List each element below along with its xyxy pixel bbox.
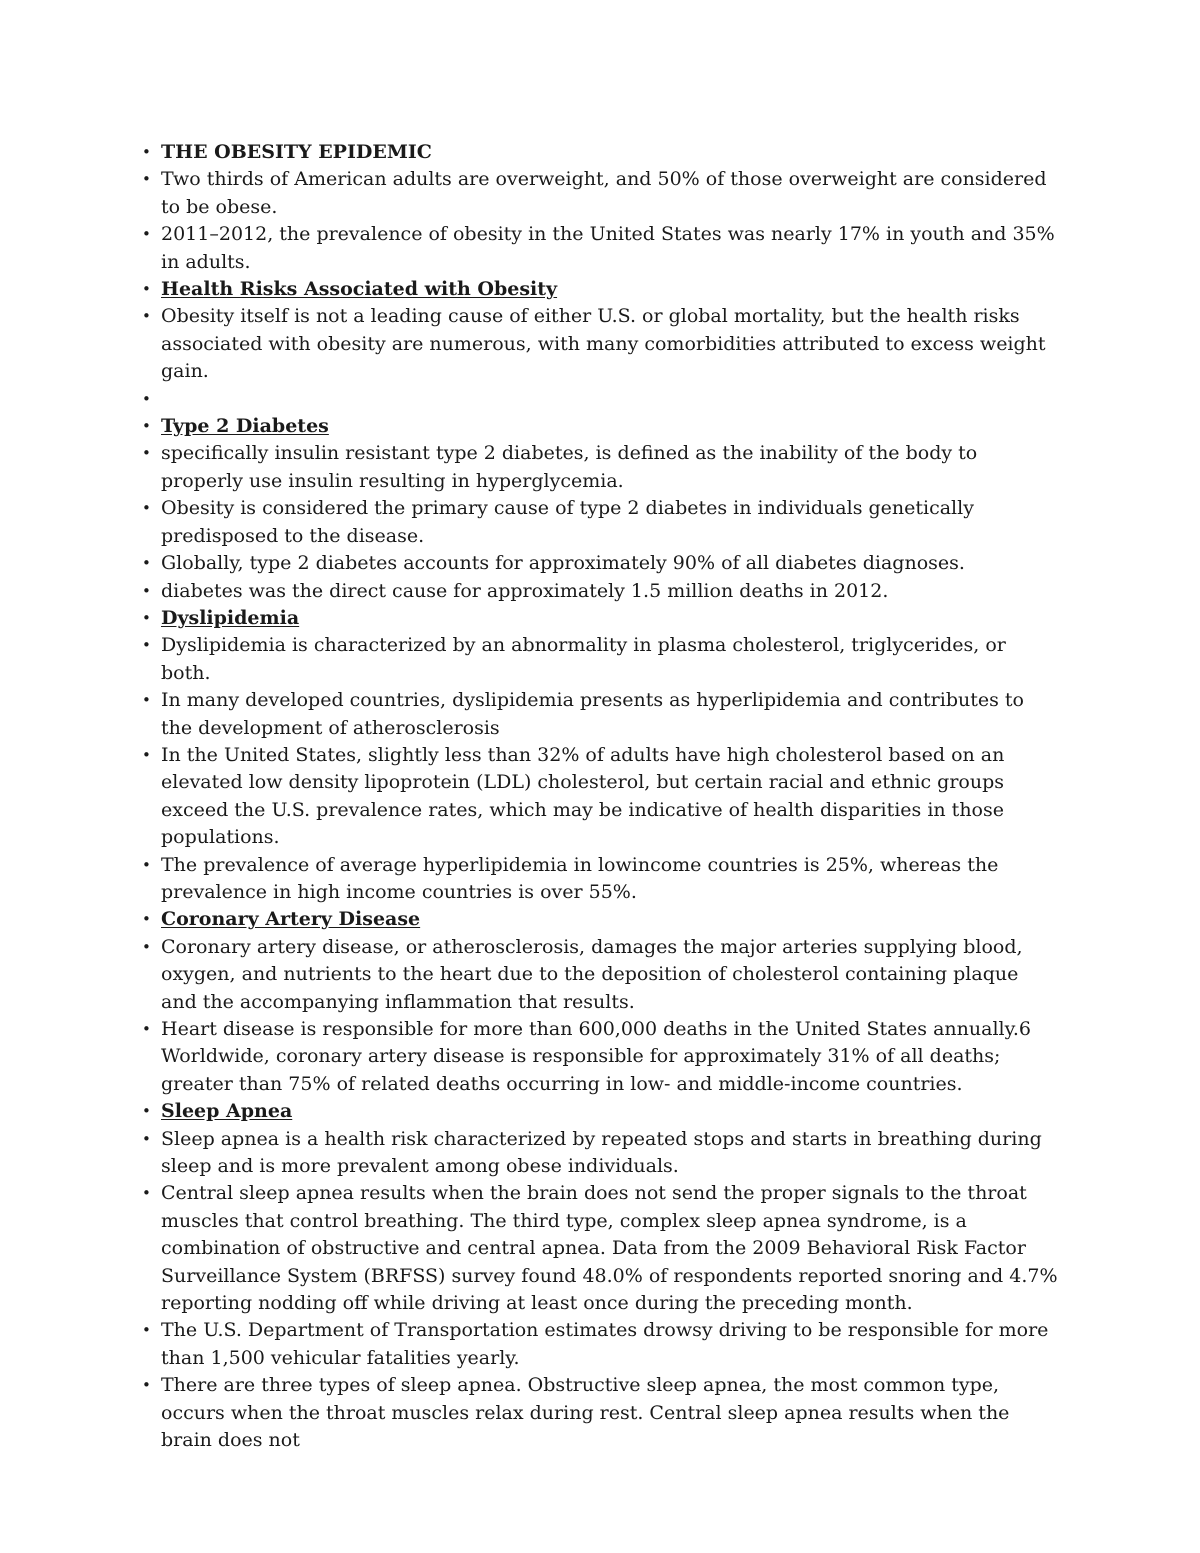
list-item: [140, 1180, 1060, 1317]
list-item: [140, 221, 1060, 276]
item-text: Central sleep apnea results when the brain does not send the proper signals to the throat muscles that control breathing. The third type, complex sleep apnea syndrome, is a combination of obstructive and central apnea. Data from the 2009 Behavioral Risk Factor Surveillance System (BRFSS) survey found 48.0% of respondents reported snoring and 4.7% reporting nodding off while driving at least once during the preceding month.: [161, 1182, 1058, 1315]
bullet-list: [140, 139, 1060, 1455]
section-heading: [140, 276, 1060, 303]
list-item: [140, 632, 1060, 687]
section-heading: [140, 906, 1060, 933]
bullet-icon: •: [142, 143, 151, 161]
bullet-icon: •: [142, 636, 151, 655]
bullet-icon: •: [142, 307, 151, 326]
list-item: [140, 934, 1060, 1016]
item-text: Dyslipidemia is characterized by an abnormality in plasma cholesterol, triglycerides, or both.: [161, 634, 1006, 684]
list-item: [140, 852, 1060, 907]
item-text: Heart disease is responsible for more than 600,000 deaths in the United States annually.6 Worldwide, coronary artery disease is responsible for approximately 31% of all deaths; greater than 75% of related deaths occurring in low- and middle-income countries.: [161, 1018, 1031, 1095]
heading-text: Dyslipidemia: [161, 606, 300, 629]
section-heading: [140, 139, 1060, 166]
bullet-icon: •: [142, 1129, 151, 1148]
bullet-icon: •: [142, 581, 151, 600]
section-heading: [140, 605, 1060, 632]
list-item: [140, 742, 1060, 852]
bullet-icon: •: [142, 389, 151, 408]
bullet-icon: •: [142, 1102, 151, 1121]
heading-text: Type 2 Diabetes: [161, 415, 329, 438]
item-text: Coronary artery disease, or atherosclerosis, damages the major arteries supplying blood, oxygen, and nutrients to the heart due to the deposition of cholesterol containing plaque and the accompanying inflammation that results.: [161, 935, 1023, 1013]
item-text: [161, 388, 167, 410]
bullet-icon: •: [142, 499, 151, 518]
list-item: [140, 687, 1060, 742]
bullet-icon: •: [142, 554, 151, 573]
list-item: [140, 386, 1060, 413]
bullet-icon: •: [142, 225, 151, 244]
item-text: Globally, type 2 diabetes accounts for approximately 90% of all diabetes diagnoses.: [161, 552, 965, 575]
list-item: [140, 578, 1060, 605]
item-text: Obesity itself is not a leading cause of either U.S. or global mortality, but the health risks associated with obesity are numerous, with many comorbidities attributed to excess weight gain.: [161, 305, 1046, 383]
section-heading: [140, 413, 1060, 440]
list-item: [140, 1126, 1060, 1181]
heading-text: Health Risks Associated with Obesity: [161, 278, 558, 301]
heading-text: Coronary Artery Disease: [161, 908, 421, 931]
item-text: Obesity is considered the primary cause of type 2 diabetes in individuals genetically predisposed to the disease.: [161, 497, 974, 547]
bullet-icon: •: [142, 855, 151, 874]
list-item: [140, 1317, 1060, 1372]
item-text: In the United States, slightly less than 32% of adults have high cholesterol based on an elevated low density lipoprotein (LDL) cholesterol, but certain racial and ethnic groups exceed the U.S. prevalence rates, which may be indicative of health disparities in those populations.: [161, 743, 1005, 849]
item-text: The U.S. Department of Transportation estimates drowsy driving to be responsible for more than 1,500 vehicular fatalities yearly.: [161, 1319, 1049, 1369]
bullet-icon: •: [142, 608, 151, 627]
list-item: [140, 440, 1060, 495]
list-item: [140, 1016, 1060, 1098]
bullet-icon: •: [142, 280, 151, 299]
list-item: [140, 1372, 1060, 1454]
bullet-icon: •: [142, 910, 151, 929]
bullet-icon: •: [142, 1020, 151, 1038]
item-text: There are three types of sleep apnea. Obstructive sleep apnea, the most common type, occurs when the throat muscles relax during rest. Central sleep apnea results when the brain does not: [161, 1374, 1010, 1452]
item-text: Two thirds of American adults are overweight, and 50% of those overweight are considered to be obese.: [161, 168, 1047, 218]
item-text: Sleep apnea is a health risk characterized by repeated stops and starts in breathing during sleep and is more prevalent among obese individuals.: [161, 1127, 1042, 1178]
item-text: diabetes was the direct cause for approximately 1.5 million deaths in 2012.: [161, 579, 889, 602]
list-item: [140, 166, 1060, 221]
bullet-icon: •: [142, 417, 151, 436]
bullet-icon: •: [142, 1184, 151, 1203]
list-item: [140, 550, 1060, 577]
bullet-icon: •: [142, 745, 151, 764]
heading-text: THE OBESITY EPIDEMIC: [161, 141, 432, 163]
section-heading: [140, 1098, 1060, 1125]
bullet-icon: •: [142, 1321, 151, 1340]
heading-text: Sleep Apnea: [161, 1100, 293, 1123]
list-item: [140, 495, 1060, 550]
bullet-icon: •: [142, 691, 151, 710]
bullet-icon: •: [142, 170, 151, 189]
item-text: 2011–2012, the prevalence of obesity in the United States was nearly 17% in youth and 35% in adults.: [161, 223, 1055, 273]
list-item: [140, 303, 1060, 385]
item-text: In many developed countries, dyslipidemia presents as hyperlipidemia and contributes to the development of atherosclerosis: [161, 689, 1024, 739]
bullet-icon: •: [142, 444, 151, 463]
bullet-icon: •: [142, 937, 151, 956]
bullet-icon: •: [142, 1376, 151, 1395]
item-text: The prevalence of average hyperlipidemia in lowincome countries is 25%, whereas the prevalence in high income countries is over 55%.: [161, 853, 999, 903]
item-text: specifically insulin resistant type 2 diabetes, is defined as the inability of the body to properly use insulin resulting in hyperglycemia.: [161, 442, 978, 492]
